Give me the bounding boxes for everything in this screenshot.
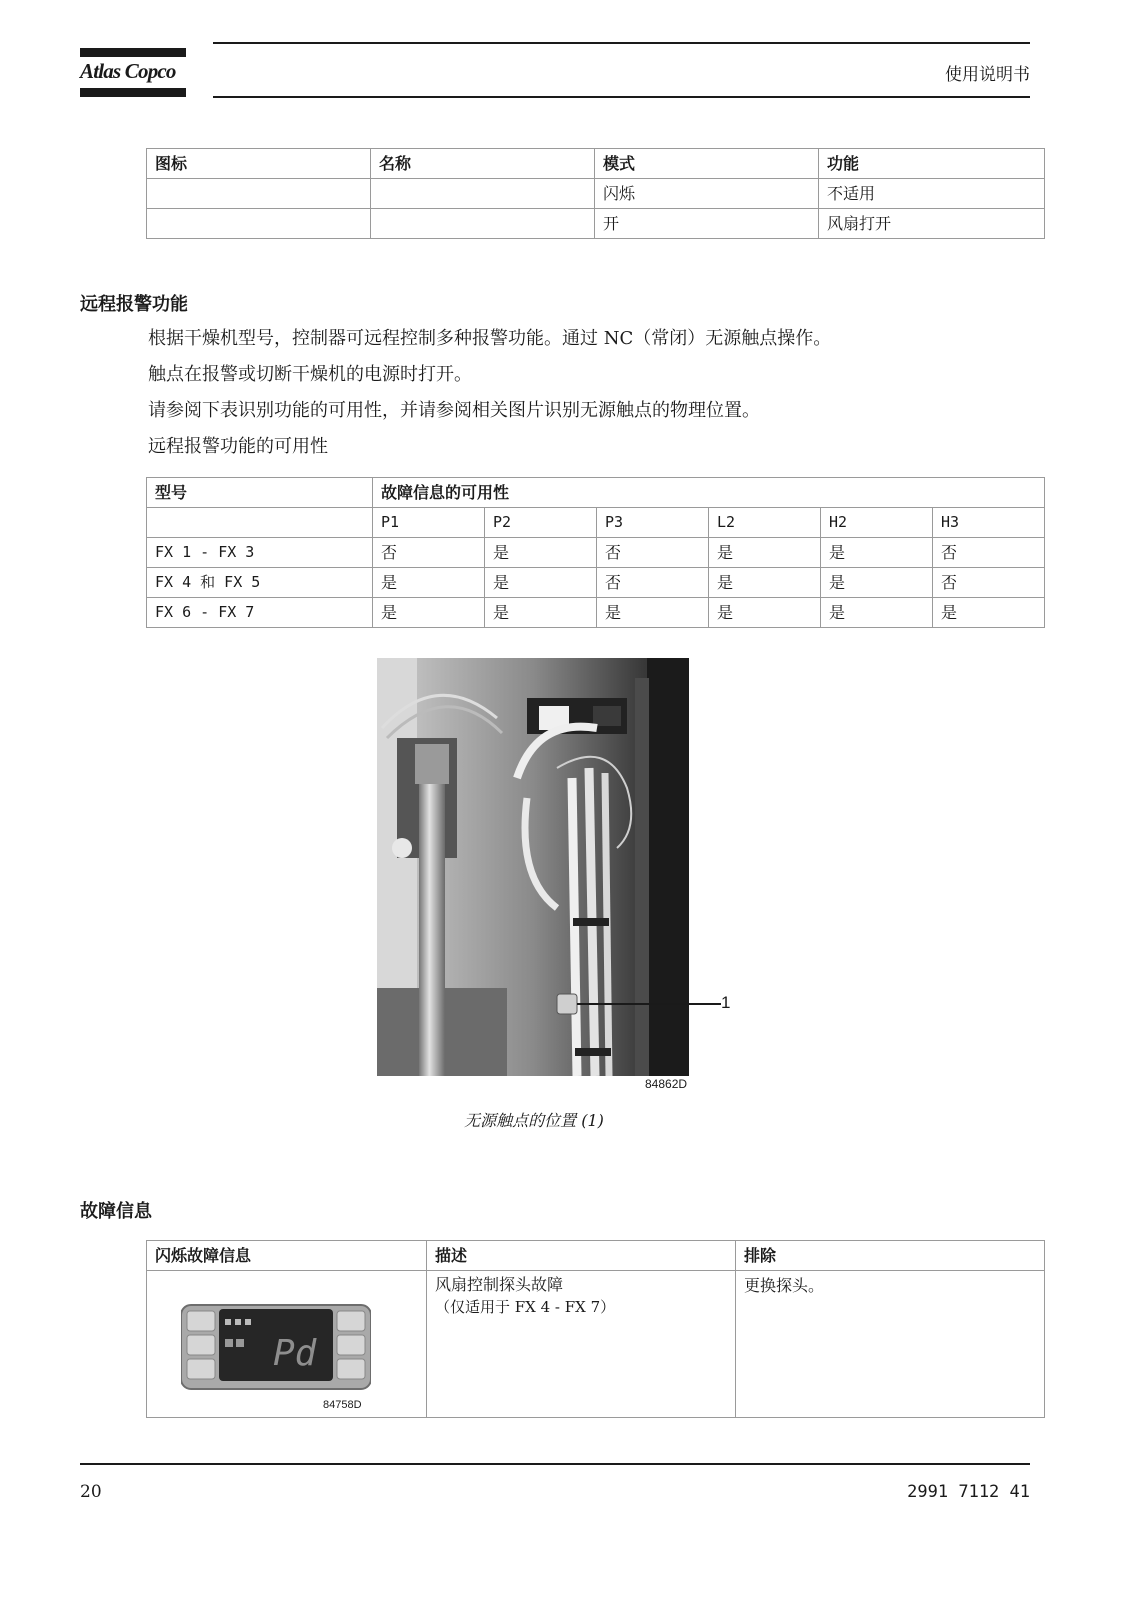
col-description: 描述 (427, 1241, 736, 1271)
cell-value: 是 (709, 598, 821, 628)
header-rule-bottom (213, 96, 1030, 98)
section-heading-remote-alarm: 远程报警功能 (80, 294, 188, 315)
section-heading-fault-info: 故障信息 (80, 1201, 152, 1222)
col-name: 名称 (371, 149, 595, 179)
paragraph-2: 触点在报警或切断干燥机的电源时打开。 (148, 364, 472, 385)
cell-value: 是 (597, 598, 709, 628)
figure-caption: 无源触点的位置 (1) (464, 1111, 604, 1130)
col-model: 型号 (147, 478, 373, 508)
cell-model: FX 6 - FX 7 (147, 598, 373, 628)
doc-type: 使用说明书 (945, 65, 1030, 85)
table-row (147, 598, 1045, 628)
cell-empty (147, 508, 373, 538)
availability-table (146, 477, 1045, 628)
callout-number: 1 (721, 993, 731, 1012)
cell-function: 不适用 (819, 179, 1045, 209)
cell-value: 否 (597, 538, 709, 568)
cell-value: 是 (933, 598, 1045, 628)
code-h2: H2 (821, 508, 933, 538)
contact-location-photo (377, 658, 689, 1076)
table-row (147, 209, 1045, 239)
cell-value: 是 (485, 538, 597, 568)
code-p1: P1 (373, 508, 485, 538)
cell-value: 否 (597, 568, 709, 598)
fault-table (146, 1240, 1045, 1418)
code-p3: P3 (597, 508, 709, 538)
paragraph-3: 请参阅下表识别功能的可用性，并请参阅相关图片识别无源触点的物理位置。 (148, 400, 760, 421)
table-row (147, 1271, 1045, 1418)
led-table (146, 148, 1045, 239)
col-flash-fault: 闪烁故障信息 (147, 1241, 427, 1271)
col-icon: 图标 (147, 149, 371, 179)
paragraph-4: 远程报警功能的可用性 (148, 436, 328, 457)
table-header-row (147, 478, 1045, 508)
cell-value: 是 (373, 598, 485, 628)
col-mode: 模式 (595, 149, 819, 179)
cell-value: 是 (821, 568, 933, 598)
cell-remedy: 更换探头。 (736, 1271, 1045, 1418)
cell-icon (147, 209, 371, 239)
cell-model: FX 4 和 FX 5 (147, 568, 373, 598)
header-rule-top (213, 42, 1030, 44)
description-line-2: （仅适用于 FX 4 - FX 7） (435, 1298, 616, 1316)
cell-name (371, 209, 595, 239)
page-number: 20 (80, 1482, 102, 1502)
table-code-row (147, 508, 1045, 538)
cell-value: 是 (709, 538, 821, 568)
cell-controller-image (147, 1271, 427, 1418)
cell-value: 否 (373, 538, 485, 568)
table-header-row (147, 149, 1045, 179)
footer-rule (80, 1463, 1030, 1465)
table-row (147, 568, 1045, 598)
logo: Atlas Copco (80, 59, 176, 83)
cell-value: 否 (933, 538, 1045, 568)
description-line-1: 风扇控制探头故障 (435, 1275, 564, 1294)
cell-model: FX 1 - FX 3 (147, 538, 373, 568)
logo-bar-top (80, 48, 186, 57)
col-function: 功能 (819, 149, 1045, 179)
document-number: 2991 7112 41 (907, 1482, 1030, 1502)
controller-display-text: Pd (273, 1333, 317, 1374)
logo-bar-bottom (80, 88, 186, 97)
cell-mode: 开 (595, 209, 819, 239)
cell-value: 是 (709, 568, 821, 598)
cell-description (427, 1271, 736, 1418)
table-row (147, 179, 1045, 209)
photo-illustration (377, 658, 689, 1076)
code-l2: L2 (709, 508, 821, 538)
table-row (147, 538, 1045, 568)
cell-icon (147, 179, 371, 209)
callout-line (689, 1002, 721, 1006)
cell-function: 风扇打开 (819, 209, 1045, 239)
controller-image-code: 84758D (323, 1399, 362, 1411)
paragraph-1: 根据干燥机型号，控制器可远程控制多种报警功能。通过 NC（常闭）无源触点操作。 (148, 328, 832, 349)
table-header-row (147, 1241, 1045, 1271)
code-p2: P2 (485, 508, 597, 538)
cell-value: 是 (485, 598, 597, 628)
cell-value: 是 (373, 568, 485, 598)
figure-code: 84862D (645, 1077, 688, 1091)
controller-display-illustration (181, 1299, 371, 1399)
cell-value: 是 (821, 598, 933, 628)
cell-name (371, 179, 595, 209)
cell-mode: 闪烁 (595, 179, 819, 209)
cell-value: 是 (485, 568, 597, 598)
col-availability: 故障信息的可用性 (373, 478, 1045, 508)
cell-value: 否 (933, 568, 1045, 598)
col-remedy: 排除 (736, 1241, 1045, 1271)
cell-value: 是 (821, 538, 933, 568)
code-h3: H3 (933, 508, 1045, 538)
